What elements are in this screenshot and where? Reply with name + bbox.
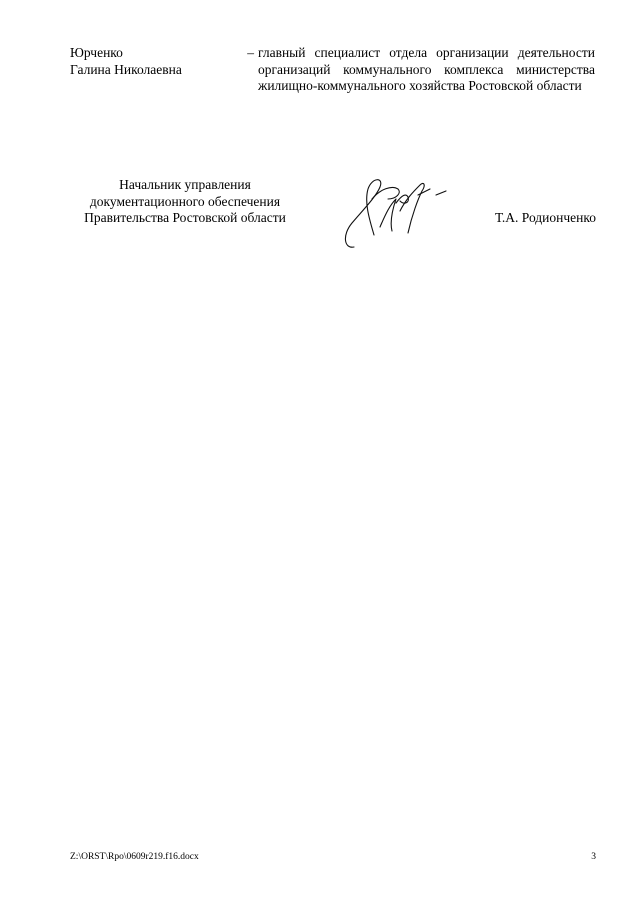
- member-given-names: Галина Николаевна: [70, 61, 182, 77]
- member-role-line-1: главный специалист отдела организации: [258, 45, 509, 60]
- signer-title-line-3: Правительства Ростовской области: [84, 210, 286, 225]
- commission-member-entry: [70, 45, 595, 95]
- member-role: [258, 45, 595, 95]
- handwritten-signature: [340, 169, 450, 254]
- page-number: 3: [591, 852, 596, 862]
- member-name: [70, 45, 240, 95]
- member-dash: –: [247, 45, 254, 60]
- member-surname: Юрченко: [70, 45, 123, 60]
- signer-name: Т.А. Родионченко: [495, 210, 596, 225]
- signature-block: [60, 177, 600, 257]
- signer-title-line-1: Начальник управления: [119, 177, 251, 192]
- member-role-line-2: деятельности организаций коммунального: [258, 45, 595, 77]
- signer-title-line-2: документационного обеспечения: [89, 193, 281, 209]
- footer-file-path: Z:\ORST\Rpo\0609r219.f16.docx: [70, 852, 199, 862]
- signer-title: [60, 177, 310, 227]
- member-role-line-3: комплекса министерства жилищно-коммунального: [258, 61, 595, 93]
- member-role-line-4: хозяйства Ростовской области: [409, 78, 582, 93]
